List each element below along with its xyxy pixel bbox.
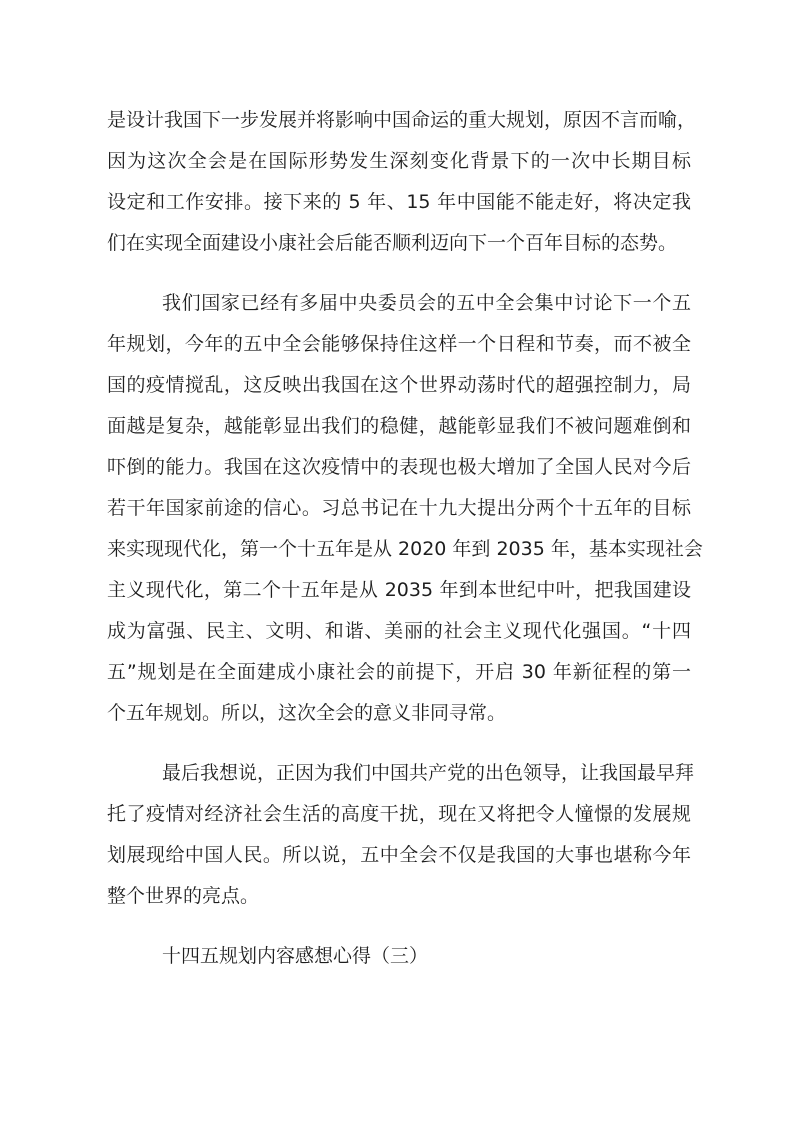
text-line: 主义现代化，第二个十五年是从 2035 年到本世纪中叶，把我国建设 <box>107 579 691 601</box>
text-line: 是设计我国下一步发展并将影响中国命运的重大规划，原因不言而喻， <box>107 109 697 131</box>
text-line: 托了疫情对经济社会生活的高度干扰，现在又将把令人憧憬的发展规 <box>107 803 691 825</box>
text-line: 来实现现代化，第一个十五年是从 2020 年到 2035 年，基本实现社会 <box>107 538 703 560</box>
document-body <box>107 100 703 996</box>
text-line: 成为富强、民主、文明、和谐、美丽的社会主义现代化强国。“十四 <box>107 620 691 642</box>
text-line: 我们国家已经有多届中央委员会的五中全会集中讨论下一个五 <box>162 292 691 314</box>
text-line: 国的疫情搅乱，这反映出我国在这个世界动荡时代的超强控制力，局 <box>107 374 691 396</box>
text-line: 年规划，今年的五中全会能够保持住这样一个日程和节奏，而不被全 <box>107 333 691 355</box>
text-line: 们在实现全面建设小康社会后能否顺利迈向下一个百年目标的态势。 <box>107 232 678 254</box>
text-line: 吓倒的能力。我国在这次疫情中的表现也极大增加了全国人民对今后 <box>107 456 691 478</box>
text-line: 因为这次全会是在国际形势发生深刻变化背景下的一次中长期目标 <box>107 150 691 172</box>
text-line: 面越是复杂，越能彰显出我们的稳健，越能彰显我们不被问题难倒和 <box>107 415 691 437</box>
text-line: 设定和工作安排。接下来的 5 年、15 年中国能不能走好，将决定我 <box>107 191 691 213</box>
text-line: 整个世界的亮点。 <box>107 885 260 907</box>
paragraph <box>107 283 703 734</box>
section-heading-text: 十四五规划内容感想心得（三） <box>162 945 429 967</box>
text-line: 五”规划是在全面建成小康社会的前提下，开启 30 年新征程的第一 <box>107 661 691 683</box>
section-heading <box>107 936 691 977</box>
text-line: 最后我想说，正因为我们中国共产党的出色领导，让我国最早拜 <box>162 762 695 784</box>
text-line: 若干年国家前途的信心。习总书记在十九大提出分两个十五年的目标 <box>107 497 691 519</box>
text-line: 个五年规划。所以，这次全会的意义非同寻常。 <box>107 702 507 724</box>
paragraph <box>107 753 695 917</box>
text-line: 划展现给中国人民。所以说，五中全会不仅是我国的大事也堪称今年 <box>107 844 691 866</box>
paragraph <box>107 100 697 264</box>
